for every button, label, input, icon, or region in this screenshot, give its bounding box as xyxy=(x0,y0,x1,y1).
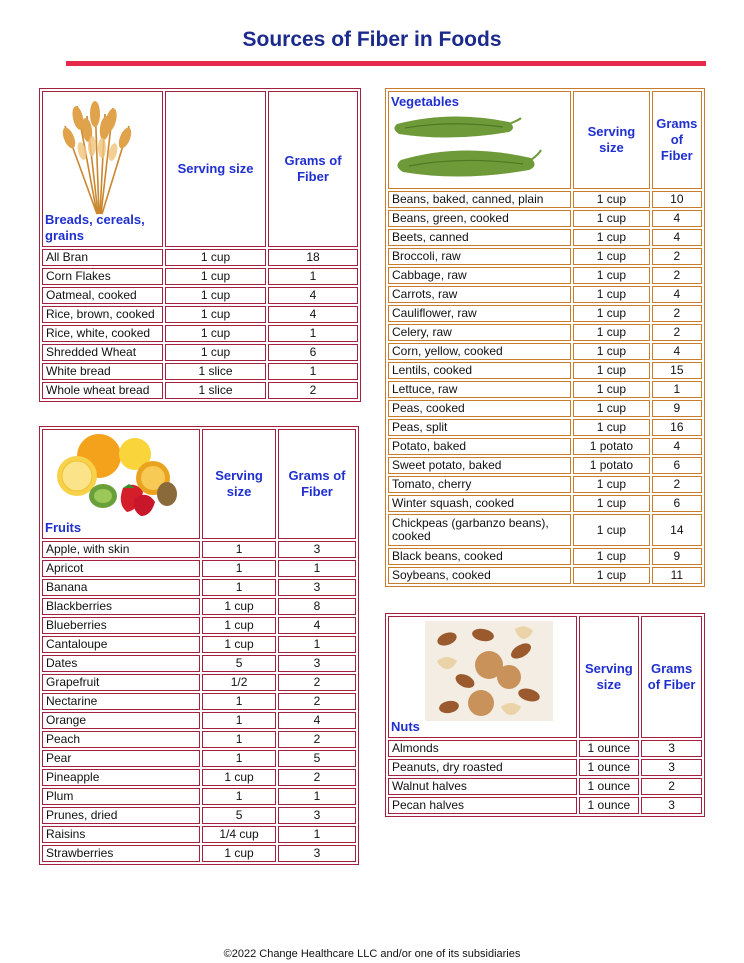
pea-pods-image xyxy=(391,112,561,186)
serving-size: 1/2 xyxy=(202,674,276,691)
food-name: Dates xyxy=(42,655,200,672)
food-name: Potato, baked xyxy=(388,438,571,455)
food-name: Peach xyxy=(42,731,200,748)
fiber-grams: 1 xyxy=(278,560,356,577)
fiber-grams: 1 xyxy=(268,268,358,285)
fiber-grams: 2 xyxy=(652,248,702,265)
food-name: Lentils, cooked xyxy=(388,362,571,379)
table-row xyxy=(42,845,356,862)
table-row xyxy=(42,826,356,843)
serving-size: 1 xyxy=(202,541,276,558)
serving-size: 1 xyxy=(202,731,276,748)
serving-size: 1 cup xyxy=(202,769,276,786)
fiber-grams: 5 xyxy=(278,750,356,767)
fiber-grams: 4 xyxy=(652,343,702,360)
fiber-grams: 2 xyxy=(268,382,358,399)
table-row xyxy=(388,438,702,455)
serving-size: 5 xyxy=(202,807,276,824)
serving-size: 1 cup xyxy=(202,845,276,862)
serving-size: 1 potato xyxy=(573,438,649,455)
food-name: Peanuts, dry roasted xyxy=(388,759,577,776)
fiber-grams: 3 xyxy=(278,807,356,824)
food-name: Beans, green, cooked xyxy=(388,210,571,227)
serving-size: 1 cup xyxy=(573,567,649,584)
table-row xyxy=(388,476,702,493)
table-row xyxy=(42,769,356,786)
grains-category-label: Breads, cereals, grains xyxy=(45,212,145,243)
table-row xyxy=(42,560,356,577)
table-row xyxy=(388,324,702,341)
table-row xyxy=(388,381,702,398)
food-name: Rice, brown, cooked xyxy=(42,306,163,323)
grains-table xyxy=(39,88,361,402)
food-name: Grapefruit xyxy=(42,674,200,691)
fiber-grams: 2 xyxy=(652,324,702,341)
serving-size: 1 cup xyxy=(202,636,276,653)
fiber-grams: 4 xyxy=(652,210,702,227)
serving-size: 1 cup xyxy=(165,268,266,285)
fiber-grams: 3 xyxy=(278,845,356,862)
serving-size: 1 cup xyxy=(573,324,649,341)
table-row xyxy=(42,807,356,824)
grains-fiber-header: Grams of Fiber xyxy=(268,91,358,247)
vegetables-category-label: Vegetables xyxy=(391,94,459,109)
fiber-grams: 4 xyxy=(268,287,358,304)
food-name: All Bran xyxy=(42,249,163,266)
table-row xyxy=(42,325,358,342)
serving-size: 1 xyxy=(202,750,276,767)
nuts-table xyxy=(385,613,705,817)
fiber-grams: 9 xyxy=(652,400,702,417)
food-name: Sweet potato, baked xyxy=(388,457,571,474)
fiber-grams: 2 xyxy=(641,778,702,795)
food-name: Apple, with skin xyxy=(42,541,200,558)
serving-size: 1 cup xyxy=(202,617,276,634)
serving-size: 1 potato xyxy=(573,457,649,474)
table-row xyxy=(388,267,702,284)
food-name: Pear xyxy=(42,750,200,767)
serving-size: 1 cup xyxy=(573,476,649,493)
vegetables-table xyxy=(385,88,705,587)
serving-size: 1 cup xyxy=(573,400,649,417)
table-row xyxy=(42,287,358,304)
food-name: Prunes, dried xyxy=(42,807,200,824)
copyright-footer: ©2022 Change Healthcare LLC and/or one of its subsidiaries xyxy=(223,948,521,960)
food-name: Broccoli, raw xyxy=(388,248,571,265)
title-underline xyxy=(66,61,706,66)
food-name: Strawberries xyxy=(42,845,200,862)
food-name: Cantaloupe xyxy=(42,636,200,653)
mixed-nuts-image xyxy=(425,621,553,721)
table-row xyxy=(388,343,702,360)
serving-size: 1 xyxy=(202,560,276,577)
wheat-image xyxy=(47,96,147,216)
table-row xyxy=(42,344,358,361)
nuts-image-cell xyxy=(388,616,577,738)
fiber-grams: 3 xyxy=(641,740,702,757)
table-row xyxy=(42,674,356,691)
fiber-grams: 4 xyxy=(268,306,358,323)
food-name: Orange xyxy=(42,712,200,729)
serving-size: 1 cup xyxy=(573,267,649,284)
serving-size: 1 cup xyxy=(573,210,649,227)
table-row xyxy=(388,248,702,265)
fiber-grams: 1 xyxy=(652,381,702,398)
serving-size: 1 xyxy=(202,788,276,805)
serving-size: 1 cup xyxy=(573,191,649,208)
table-row xyxy=(388,778,702,795)
fiber-grams: 4 xyxy=(652,438,702,455)
table-row xyxy=(388,191,702,208)
table-row xyxy=(388,548,702,565)
table-row xyxy=(42,693,356,710)
serving-size: 1 cup xyxy=(573,305,649,322)
table-row xyxy=(42,541,356,558)
serving-size: 1 ounce xyxy=(579,759,640,776)
fiber-grams: 2 xyxy=(278,674,356,691)
table-row xyxy=(388,797,702,814)
food-name: Blueberries xyxy=(42,617,200,634)
table-row xyxy=(42,268,358,285)
food-name: Raisins xyxy=(42,826,200,843)
fruits-fiber-header: Grams of Fiber xyxy=(278,429,356,539)
table-row xyxy=(42,712,356,729)
table-row xyxy=(42,598,356,615)
table-row xyxy=(388,495,702,512)
table-row xyxy=(42,382,358,399)
serving-size: 1 ounce xyxy=(579,740,640,757)
food-name: Corn Flakes xyxy=(42,268,163,285)
serving-size: 1 cup xyxy=(573,514,649,546)
fiber-grams: 11 xyxy=(652,567,702,584)
food-name: Plum xyxy=(42,788,200,805)
table-row xyxy=(388,759,702,776)
food-name: Nectarine xyxy=(42,693,200,710)
vegetables-serving-header: Serving size xyxy=(573,91,649,189)
serving-size: 5 xyxy=(202,655,276,672)
fiber-grams: 18 xyxy=(268,249,358,266)
fiber-grams: 3 xyxy=(278,655,356,672)
fiber-grams: 6 xyxy=(652,457,702,474)
fiber-grams: 2 xyxy=(278,731,356,748)
food-name: Carrots, raw xyxy=(388,286,571,303)
table-row xyxy=(42,731,356,748)
serving-size: 1 xyxy=(202,693,276,710)
serving-size: 1 cup xyxy=(573,362,649,379)
fiber-grams: 3 xyxy=(641,797,702,814)
serving-size: 1 cup xyxy=(165,249,266,266)
table-row xyxy=(388,514,702,546)
table-row xyxy=(388,567,702,584)
food-name: Pineapple xyxy=(42,769,200,786)
fruits-category-label: Fruits xyxy=(45,520,82,535)
food-name: Tomato, cherry xyxy=(388,476,571,493)
serving-size: 1 cup xyxy=(573,548,649,565)
table-row xyxy=(388,305,702,322)
food-name: Apricot xyxy=(42,560,200,577)
food-name: Peas, split xyxy=(388,419,571,436)
fiber-grams: 2 xyxy=(652,267,702,284)
food-name: Black beans, cooked xyxy=(388,548,571,565)
fruits-image xyxy=(49,432,179,516)
food-name: Beans, baked, canned, plain xyxy=(388,191,571,208)
food-name: Chickpeas (garbanzo beans), cooked xyxy=(388,514,571,546)
serving-size: 1 slice xyxy=(165,382,266,399)
nuts-serving-header: Serving size xyxy=(579,616,640,738)
fiber-grams: 1 xyxy=(268,325,358,342)
table-row xyxy=(42,750,356,767)
food-name: Lettuce, raw xyxy=(388,381,571,398)
fiber-grams: 2 xyxy=(652,305,702,322)
serving-size: 1 cup xyxy=(573,229,649,246)
fiber-grams: 9 xyxy=(652,548,702,565)
serving-size: 1 cup xyxy=(573,248,649,265)
grains-image-cell xyxy=(42,91,163,247)
table-row xyxy=(42,636,356,653)
food-name: Shredded Wheat xyxy=(42,344,163,361)
food-name: Banana xyxy=(42,579,200,596)
table-row xyxy=(388,419,702,436)
table-row xyxy=(388,229,702,246)
table-row xyxy=(388,457,702,474)
serving-size: 1 cup xyxy=(165,325,266,342)
food-name: Corn, yellow, cooked xyxy=(388,343,571,360)
serving-size: 1 slice xyxy=(165,363,266,380)
table-row xyxy=(388,362,702,379)
fiber-grams: 4 xyxy=(278,617,356,634)
table-row xyxy=(42,579,356,596)
page-title: Sources of Fiber in Foods xyxy=(242,28,502,51)
nuts-category-label: Nuts xyxy=(391,719,420,734)
serving-size: 1 cup xyxy=(573,286,649,303)
food-name: Oatmeal, cooked xyxy=(42,287,163,304)
food-name: Rice, white, cooked xyxy=(42,325,163,342)
serving-size: 1 xyxy=(202,712,276,729)
food-name: Blackberries xyxy=(42,598,200,615)
food-name: Cauliflower, raw xyxy=(388,305,571,322)
fiber-grams: 10 xyxy=(652,191,702,208)
vegetables-fiber-header: Grams of Fiber xyxy=(652,91,702,189)
serving-size: 1 cup xyxy=(165,287,266,304)
food-name: Almonds xyxy=(388,740,577,757)
food-name: Whole wheat bread xyxy=(42,382,163,399)
grains-serving-header: Serving size xyxy=(165,91,266,247)
serving-size: 1 cup xyxy=(573,495,649,512)
food-name: Beets, canned xyxy=(388,229,571,246)
fruits-image-cell xyxy=(42,429,200,539)
fiber-grams: 3 xyxy=(278,579,356,596)
fiber-grams: 16 xyxy=(652,419,702,436)
serving-size: 1 cup xyxy=(202,598,276,615)
table-row xyxy=(388,286,702,303)
fiber-grams: 2 xyxy=(278,693,356,710)
fiber-grams: 3 xyxy=(278,541,356,558)
table-row xyxy=(42,363,358,380)
fiber-grams: 2 xyxy=(278,769,356,786)
fiber-grams: 6 xyxy=(268,344,358,361)
serving-size: 1 cup xyxy=(573,419,649,436)
table-row xyxy=(388,210,702,227)
serving-size: 1 cup xyxy=(573,381,649,398)
fiber-grams: 1 xyxy=(278,636,356,653)
fiber-grams: 6 xyxy=(652,495,702,512)
fiber-grams: 1 xyxy=(278,788,356,805)
table-row xyxy=(42,249,358,266)
table-row xyxy=(388,740,702,757)
fiber-grams: 4 xyxy=(278,712,356,729)
serving-size: 1 cup xyxy=(573,343,649,360)
food-name: White bread xyxy=(42,363,163,380)
food-name: Cabbage, raw xyxy=(388,267,571,284)
food-name: Soybeans, cooked xyxy=(388,567,571,584)
fiber-grams: 1 xyxy=(268,363,358,380)
fruits-serving-header: Serving size xyxy=(202,429,276,539)
table-row xyxy=(388,400,702,417)
fiber-grams: 2 xyxy=(652,476,702,493)
food-name: Winter squash, cooked xyxy=(388,495,571,512)
fiber-grams: 8 xyxy=(278,598,356,615)
fiber-grams: 3 xyxy=(641,759,702,776)
food-name: Walnut halves xyxy=(388,778,577,795)
serving-size: 1 xyxy=(202,579,276,596)
serving-size: 1 cup xyxy=(165,306,266,323)
food-name: Peas, cooked xyxy=(388,400,571,417)
fiber-grams: 15 xyxy=(652,362,702,379)
serving-size: 1 cup xyxy=(165,344,266,361)
serving-size: 1 ounce xyxy=(579,797,640,814)
nuts-fiber-header: Grams of Fiber xyxy=(641,616,702,738)
food-name: Celery, raw xyxy=(388,324,571,341)
table-row xyxy=(42,788,356,805)
serving-size: 1/4 cup xyxy=(202,826,276,843)
fiber-grams: 4 xyxy=(652,286,702,303)
table-row xyxy=(42,617,356,634)
food-name: Pecan halves xyxy=(388,797,577,814)
vegetables-image-cell xyxy=(388,91,571,189)
fiber-grams: 1 xyxy=(278,826,356,843)
table-row xyxy=(42,306,358,323)
serving-size: 1 ounce xyxy=(579,778,640,795)
fruits-table xyxy=(39,426,359,865)
fiber-grams: 14 xyxy=(652,514,702,546)
table-row xyxy=(42,655,356,672)
fiber-grams: 4 xyxy=(652,229,702,246)
